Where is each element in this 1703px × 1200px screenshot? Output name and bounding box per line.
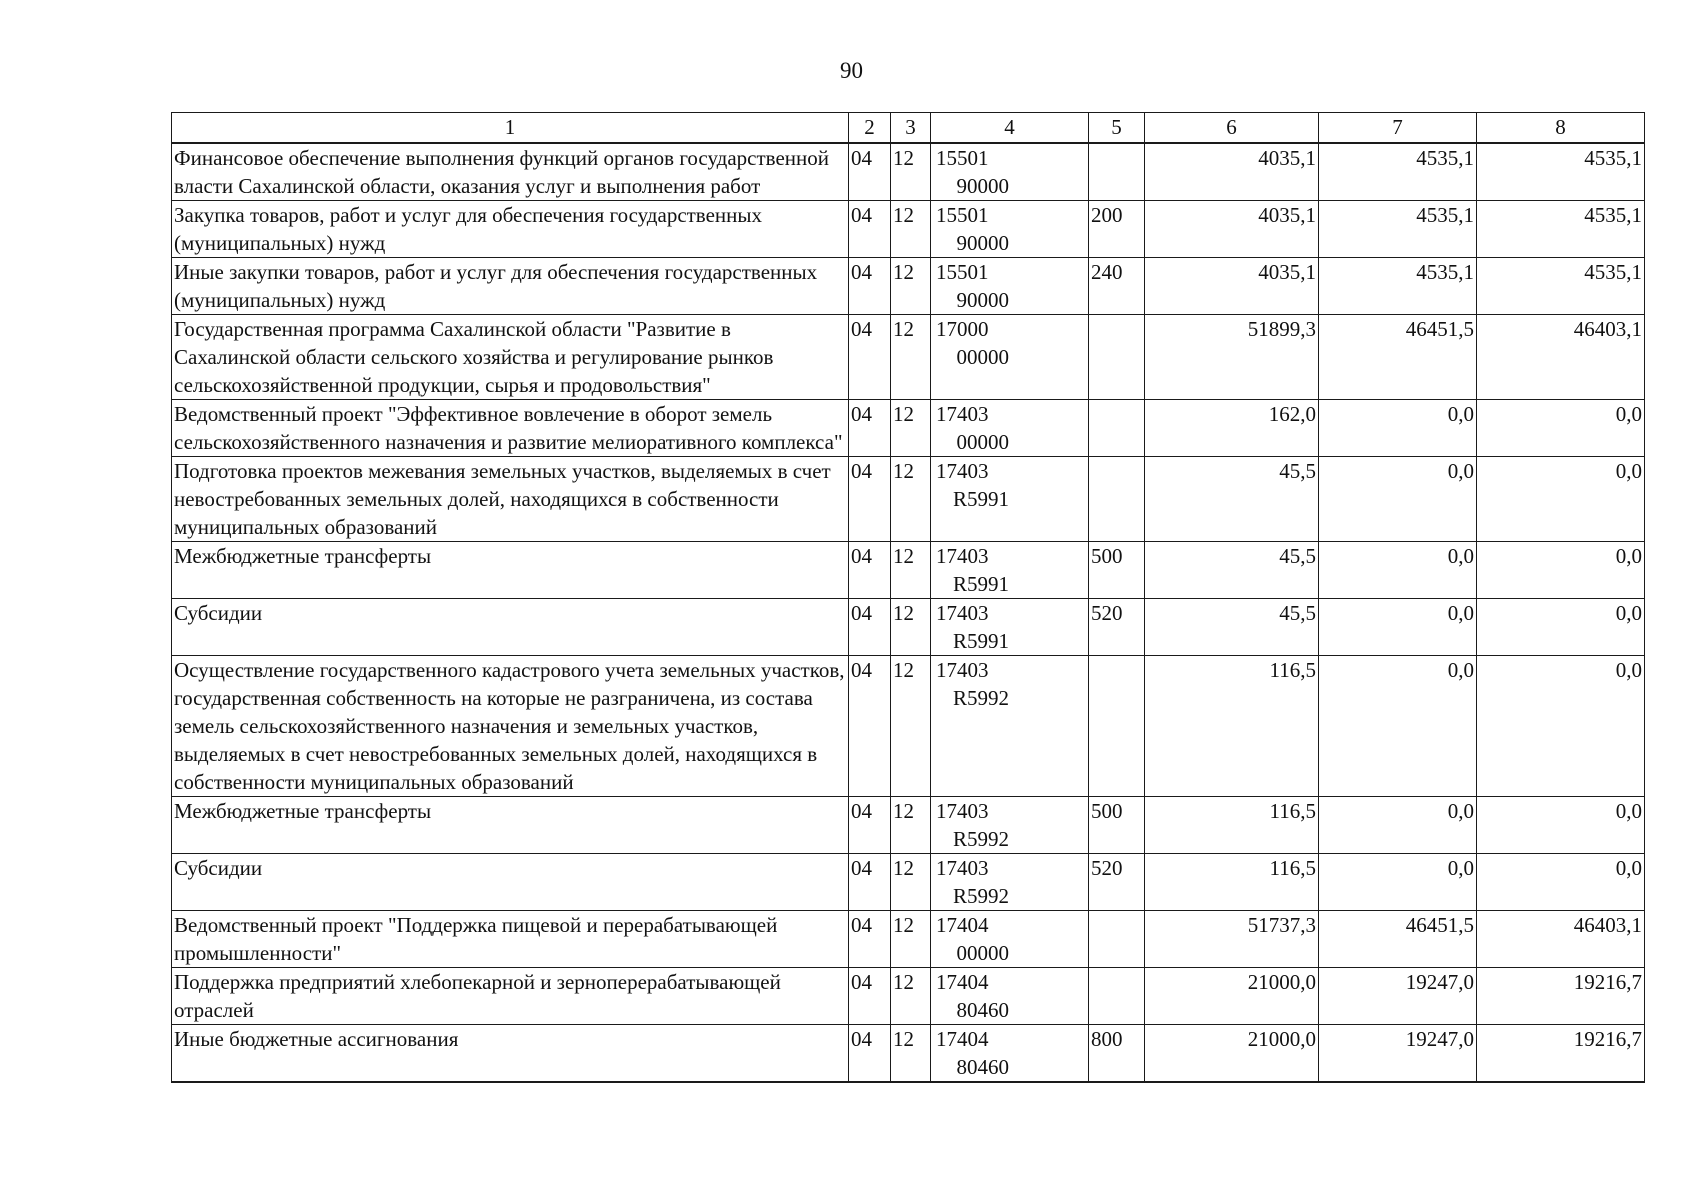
table-row	[172, 457, 1645, 542]
row-name: Иные бюджетные ассигнования	[172, 1025, 849, 1083]
program-code: 15501	[936, 260, 989, 284]
amount-col-7: 0,0	[1319, 599, 1477, 656]
target-article-code	[931, 457, 1089, 542]
section-code: 04	[849, 656, 891, 797]
direction-code: 00000	[956, 430, 1009, 454]
amount-col-8: 0,0	[1477, 656, 1645, 797]
amount-col-6: 21000,0	[1145, 968, 1319, 1025]
amount-col-8: 4535,1	[1477, 143, 1645, 201]
expense-type-code: 200	[1089, 201, 1145, 258]
program-code: 15501	[936, 203, 989, 227]
expense-type-code: 520	[1089, 599, 1145, 656]
target-article-code	[931, 201, 1089, 258]
header-cell: 2	[849, 113, 891, 144]
amount-col-7: 19247,0	[1319, 1025, 1477, 1083]
amount-col-7: 46451,5	[1319, 911, 1477, 968]
section-code: 04	[849, 599, 891, 656]
amount-col-7: 4535,1	[1319, 143, 1477, 201]
table-row	[172, 1025, 1645, 1083]
header-cell: 5	[1089, 113, 1145, 144]
amount-col-7: 0,0	[1319, 656, 1477, 797]
amount-col-7: 0,0	[1319, 854, 1477, 911]
table-row	[172, 258, 1645, 315]
header-cell: 1	[172, 113, 849, 144]
subsection-code: 12	[891, 656, 931, 797]
section-code: 04	[849, 542, 891, 599]
section-code: 04	[849, 911, 891, 968]
direction-code: R5991	[952, 629, 1009, 653]
page-number: 90	[840, 58, 863, 83]
amount-col-8: 0,0	[1477, 400, 1645, 457]
target-article-code	[931, 315, 1089, 400]
amount-col-6: 4035,1	[1145, 258, 1319, 315]
row-name: Межбюджетные трансферты	[172, 797, 849, 854]
amount-col-8: 0,0	[1477, 854, 1645, 911]
section-code: 04	[849, 143, 891, 201]
expense-type-code	[1089, 400, 1145, 457]
header-cell: 4	[931, 113, 1089, 144]
header-cell: 6	[1145, 113, 1319, 144]
budget-table	[171, 112, 1645, 1083]
subsection-code: 12	[891, 315, 931, 400]
section-code: 04	[849, 201, 891, 258]
table-row	[172, 968, 1645, 1025]
direction-code: R5992	[952, 686, 1009, 710]
table-row	[172, 400, 1645, 457]
row-name: Межбюджетные трансферты	[172, 542, 849, 599]
subsection-code: 12	[891, 400, 931, 457]
subsection-code: 12	[891, 599, 931, 656]
table-row	[172, 201, 1645, 258]
amount-col-6: 116,5	[1145, 854, 1319, 911]
amount-col-6: 45,5	[1145, 457, 1319, 542]
row-name: Финансовое обеспечение выполнения функций органов государственной власти Сахалинской области, оказания услуг и выполнения работ	[172, 143, 849, 201]
amount-col-7: 0,0	[1319, 797, 1477, 854]
table-row	[172, 315, 1645, 400]
target-article-code	[931, 968, 1089, 1025]
target-article-code	[931, 143, 1089, 201]
expense-type-code	[1089, 968, 1145, 1025]
direction-code: 00000	[956, 345, 1009, 369]
section-code: 04	[849, 797, 891, 854]
header-cell: 7	[1319, 113, 1477, 144]
expense-type-code: 240	[1089, 258, 1145, 315]
amount-col-7: 46451,5	[1319, 315, 1477, 400]
row-name: Ведомственный проект "Поддержка пищевой и перерабатывающей промышленности"	[172, 911, 849, 968]
row-name: Подготовка проектов межевания земельных участков, выделяемых в счет невостребованных земельных долей, находящихся в собственности муниципальных образований	[172, 457, 849, 542]
direction-code: R5991	[952, 572, 1009, 596]
target-article-code	[931, 797, 1089, 854]
target-article-code	[931, 656, 1089, 797]
program-code: 17404	[936, 913, 989, 937]
amount-col-7: 0,0	[1319, 457, 1477, 542]
amount-col-8: 4535,1	[1477, 258, 1645, 315]
program-code: 17403	[936, 601, 989, 625]
program-code: 17403	[936, 799, 989, 823]
program-code: 17403	[936, 856, 989, 880]
subsection-code: 12	[891, 797, 931, 854]
program-code: 17403	[936, 544, 989, 568]
amount-col-8: 0,0	[1477, 797, 1645, 854]
amount-col-8: 0,0	[1477, 457, 1645, 542]
section-code: 04	[849, 400, 891, 457]
amount-col-8: 19216,7	[1477, 968, 1645, 1025]
row-name: Поддержка предприятий хлебопекарной и зерноперерабатывающей отраслей	[172, 968, 849, 1025]
direction-code: 00000	[956, 941, 1009, 965]
section-code: 04	[849, 854, 891, 911]
amount-col-8: 4535,1	[1477, 201, 1645, 258]
table-row	[172, 656, 1645, 797]
amount-col-8: 46403,1	[1477, 911, 1645, 968]
direction-code: R5991	[952, 487, 1009, 511]
table-row	[172, 911, 1645, 968]
amount-col-7: 0,0	[1319, 400, 1477, 457]
subsection-code: 12	[891, 542, 931, 599]
amount-col-8: 0,0	[1477, 542, 1645, 599]
subsection-code: 12	[891, 143, 931, 201]
expense-type-code: 500	[1089, 542, 1145, 599]
program-code: 17404	[936, 970, 989, 994]
program-code: 17404	[936, 1027, 989, 1051]
expense-type-code: 520	[1089, 854, 1145, 911]
amount-col-7: 4535,1	[1319, 258, 1477, 315]
program-code: 17403	[936, 459, 989, 483]
direction-code: 90000	[956, 231, 1009, 255]
table-row	[172, 854, 1645, 911]
program-code: 17403	[936, 658, 989, 682]
expense-type-code	[1089, 315, 1145, 400]
direction-code: 80460	[956, 998, 1009, 1022]
amount-col-6: 4035,1	[1145, 143, 1319, 201]
expense-type-code	[1089, 143, 1145, 201]
target-article-code	[931, 400, 1089, 457]
direction-code: R5992	[952, 884, 1009, 908]
target-article-code	[931, 911, 1089, 968]
subsection-code: 12	[891, 258, 931, 315]
target-article-code	[931, 599, 1089, 656]
section-code: 04	[849, 457, 891, 542]
amount-col-6: 4035,1	[1145, 201, 1319, 258]
subsection-code: 12	[891, 201, 931, 258]
subsection-code: 12	[891, 911, 931, 968]
table-row	[172, 143, 1645, 201]
expense-type-code: 800	[1089, 1025, 1145, 1083]
target-article-code	[931, 1025, 1089, 1083]
amount-col-6: 51899,3	[1145, 315, 1319, 400]
section-code: 04	[849, 315, 891, 400]
row-name: Государственная программа Сахалинской области "Развитие в Сахалинской области сельского хозяйства и регулирование рынков сельскохозяйственной продукции, сырья и продовольствия"	[172, 315, 849, 400]
direction-code: 80460	[956, 1055, 1009, 1079]
expense-type-code	[1089, 656, 1145, 797]
header-cell: 3	[891, 113, 931, 144]
amount-col-6: 21000,0	[1145, 1025, 1319, 1083]
amount-col-7: 19247,0	[1319, 968, 1477, 1025]
row-name: Закупка товаров, работ и услуг для обеспечения государственных (муниципальных) нужд	[172, 201, 849, 258]
amount-col-8: 46403,1	[1477, 315, 1645, 400]
subsection-code: 12	[891, 457, 931, 542]
subsection-code: 12	[891, 1025, 931, 1083]
program-code: 15501	[936, 146, 989, 170]
direction-code: 90000	[956, 288, 1009, 312]
amount-col-7: 0,0	[1319, 542, 1477, 599]
direction-code: 90000	[956, 174, 1009, 198]
amount-col-6: 51737,3	[1145, 911, 1319, 968]
subsection-code: 12	[891, 968, 931, 1025]
amount-col-7: 4535,1	[1319, 201, 1477, 258]
section-code: 04	[849, 1025, 891, 1083]
target-article-code	[931, 542, 1089, 599]
table-row	[172, 542, 1645, 599]
expense-type-code	[1089, 457, 1145, 542]
amount-col-6: 116,5	[1145, 797, 1319, 854]
row-name: Ведомственный проект "Эффективное вовлечение в оборот земель сельскохозяйственного назначения и развитие мелиоративного комплекса"	[172, 400, 849, 457]
row-name: Иные закупки товаров, работ и услуг для обеспечения государственных (муниципальных) нужд	[172, 258, 849, 315]
subsection-code: 12	[891, 854, 931, 911]
header-row	[172, 113, 1645, 144]
section-code: 04	[849, 968, 891, 1025]
direction-code: R5992	[952, 827, 1009, 851]
amount-col-8: 0,0	[1477, 599, 1645, 656]
amount-col-6: 45,5	[1145, 542, 1319, 599]
amount-col-6: 45,5	[1145, 599, 1319, 656]
row-name: Осуществление государственного кадастрового учета земельных участков, государственная собственность на которые не разграничена, из состава земель сельскохозяйственного назначения и земельных участков, выделяемых в счет невостребованных земельных долей, находящихся в собственности муниципальных образований	[172, 656, 849, 797]
expense-type-code: 500	[1089, 797, 1145, 854]
table-row	[172, 599, 1645, 656]
amount-col-6: 162,0	[1145, 400, 1319, 457]
section-code: 04	[849, 258, 891, 315]
header-cell: 8	[1477, 113, 1645, 144]
row-name: Субсидии	[172, 854, 849, 911]
amount-col-8: 19216,7	[1477, 1025, 1645, 1083]
expense-type-code	[1089, 911, 1145, 968]
row-name: Субсидии	[172, 599, 849, 656]
table-row	[172, 797, 1645, 854]
target-article-code	[931, 854, 1089, 911]
program-code: 17403	[936, 402, 989, 426]
program-code: 17000	[936, 317, 989, 341]
amount-col-6: 116,5	[1145, 656, 1319, 797]
target-article-code	[931, 258, 1089, 315]
